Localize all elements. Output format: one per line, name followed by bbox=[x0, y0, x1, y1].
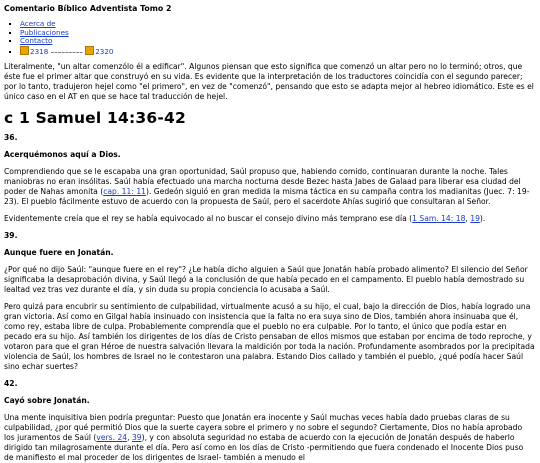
link-about-item bbox=[20, 20, 535, 29]
verse-36-paragraph-1 bbox=[4, 167, 535, 207]
ref-link-1-sam-14-18[interactable]: 1 Sam. 14: 18 bbox=[412, 214, 466, 224]
ref-link-39[interactable]: 39 bbox=[131, 433, 142, 443]
link-publications-item bbox=[20, 29, 535, 38]
link-contact[interactable]: Contacto bbox=[20, 36, 53, 46]
verse-36-heading: Acerquémonos aquí a Dios. bbox=[4, 150, 121, 160]
verse-42-heading: Cayó sobre Jonatán. bbox=[4, 396, 90, 406]
book-title: Comentario Bíblico Adventista Tomo 2 bbox=[4, 4, 172, 13]
verse-39-paragraph-1: ¿Por qué no dijo Saúl: "aunque fuere en el rey"? ¿Le había dicho alguien a Saúl que Jonatán había probado alimento? El silencio del Señor significaba la desaprobación divina, y Saúl llegó a la conclusión de que había pecado en el campamento. El pueblo había demostrado su lealtad vez tras vez durante el día, y sin duda su propia conciencia lo acusaba a Saúl. bbox=[4, 265, 528, 295]
site-links bbox=[4, 20, 535, 56]
text-run: Una mente inquisitiva bien podría preguntar: Puesto que Jonatán era inocente y Saúl muchas veces había dado pruebas claras de su culpabilidad, ¿por qué permitió Dios que la suerte cayera sobre el primero y no sobre el segundo? Ciertamente, Dios no había aprobado los juramentos de Saúl ( bbox=[4, 413, 523, 443]
text-run: , bbox=[465, 214, 471, 224]
link-contact-item bbox=[20, 37, 535, 46]
link-publications[interactable]: Publicaciones bbox=[20, 27, 69, 37]
ref-link-19[interactable]: 19 bbox=[470, 214, 480, 224]
prev-arrow-icon bbox=[20, 46, 29, 55]
link-about[interactable]: Acerca de bbox=[20, 19, 56, 28]
verse-42-number: 42. bbox=[4, 379, 18, 389]
page-navigation bbox=[20, 46, 535, 57]
text-run: ). bbox=[479, 214, 486, 224]
text-run: ), y con absoluta seguridad no estaba de acuerdo con la ejecución de Jonatán después de haberlo dirigido tan milagrosamente durante el día. Pero así como en los días de Cristo -permitiendo que fuera condenado el Inocente Dios puso de manifiesto el mal proceder de los dirigentes de Israel- también a menudo el bbox=[4, 433, 524, 463]
verse-39-number: 39. bbox=[4, 231, 18, 241]
text-run: Evidentemente creía que el rey se había equivocado al no buscar el consejo divino más temprano ese día ( bbox=[4, 214, 413, 224]
verse-36-paragraph-2 bbox=[4, 214, 535, 224]
intro-paragraph: Literalmente, "un altar comenzólo él a edificar". Algunos piensan que esto significa que comenzó un altar pero no lo terminó; otros, que éste fue el primer altar que construyó en su vida. Es evidente que la interpretación de los traductores coincidía con el segundo parecer; por lo tanto, tradujeron hejel como "el primero", en vez de "comenzó", pensando que esto se adapta mejor al hebreo idiomático. Este es el único caso en el AT en que se hace tal traducción de hejel. bbox=[4, 62, 534, 102]
next-page-number: 2320 bbox=[95, 46, 114, 56]
ref-link-vers-24[interactable]: vers. 24 bbox=[96, 433, 128, 443]
next-arrow-icon bbox=[85, 46, 94, 55]
passage-title: c 1 Samuel 14:36-42 bbox=[4, 109, 186, 128]
prev-page-number: 2318 bbox=[30, 46, 49, 56]
text-run: ). Gedeón siguió en gran medida la misma táctica en su campaña contra los madianitas (Juec. 7: 19-23). El pueblo fácilmente estuvo de acuerdo con la propuesta de Saúl, pero el sacerdote Ahías sugirió que consultaran al Señor. bbox=[4, 187, 530, 207]
prev-page-link[interactable] bbox=[20, 47, 48, 56]
next-page-link[interactable] bbox=[85, 47, 113, 56]
verse-39-paragraph-2: Pero quizá para encubrir su sentimiento de culpabilidad, virtualmente acusó a su hijo, el cual, bajo la dirección de Dios, había logrado una gran victoria. Así como en Gilgal había insinuado con insistencia que la falta no era suya sino de Dios, también ahora insinuaba que él, como rey, estaba libre de culpa. Probablemente comprendía que el pueblo no era culpable. Por lo tanto, el único que podía estar en pecado era su hijo. Así también los dirigentes de los días de Cristo pensaban de ellos mismos que estaban por encima de todo reproche, y votaron para que el gran Héroe de nuestra salvación llevara la maldición por toda la nación. Profundamente asombrados por la precipitada violencia de Saúl, los hombres de Israel no le contestaron una palabra. Estando Dios callado y también el pueblo, ¿qué podía hacer Saúl sino echar suertes? bbox=[4, 302, 535, 372]
ref-link-cap-11-11[interactable]: cap. 11: 11 bbox=[103, 187, 146, 197]
verse-39-heading: Aunque fuere en Jonatán. bbox=[4, 248, 114, 258]
text-run: Comprendiendo que se le escapaba una gran oportunidad, Saúl propuso que, habiendo comido, continuaran durante la noche. Tales maniobras no eran insólitas. Saúl había efectuado una marcha nocturna desde Bezec hasta Jabes de Galaad para liberar esa ciudad del poder de Nahas amonita ( bbox=[4, 167, 521, 197]
verse-36-number: 36. bbox=[4, 133, 18, 143]
verse-42-paragraph-1 bbox=[4, 413, 535, 463]
text-run: , bbox=[127, 433, 132, 443]
nav-separator: ––––––––– bbox=[48, 46, 86, 56]
